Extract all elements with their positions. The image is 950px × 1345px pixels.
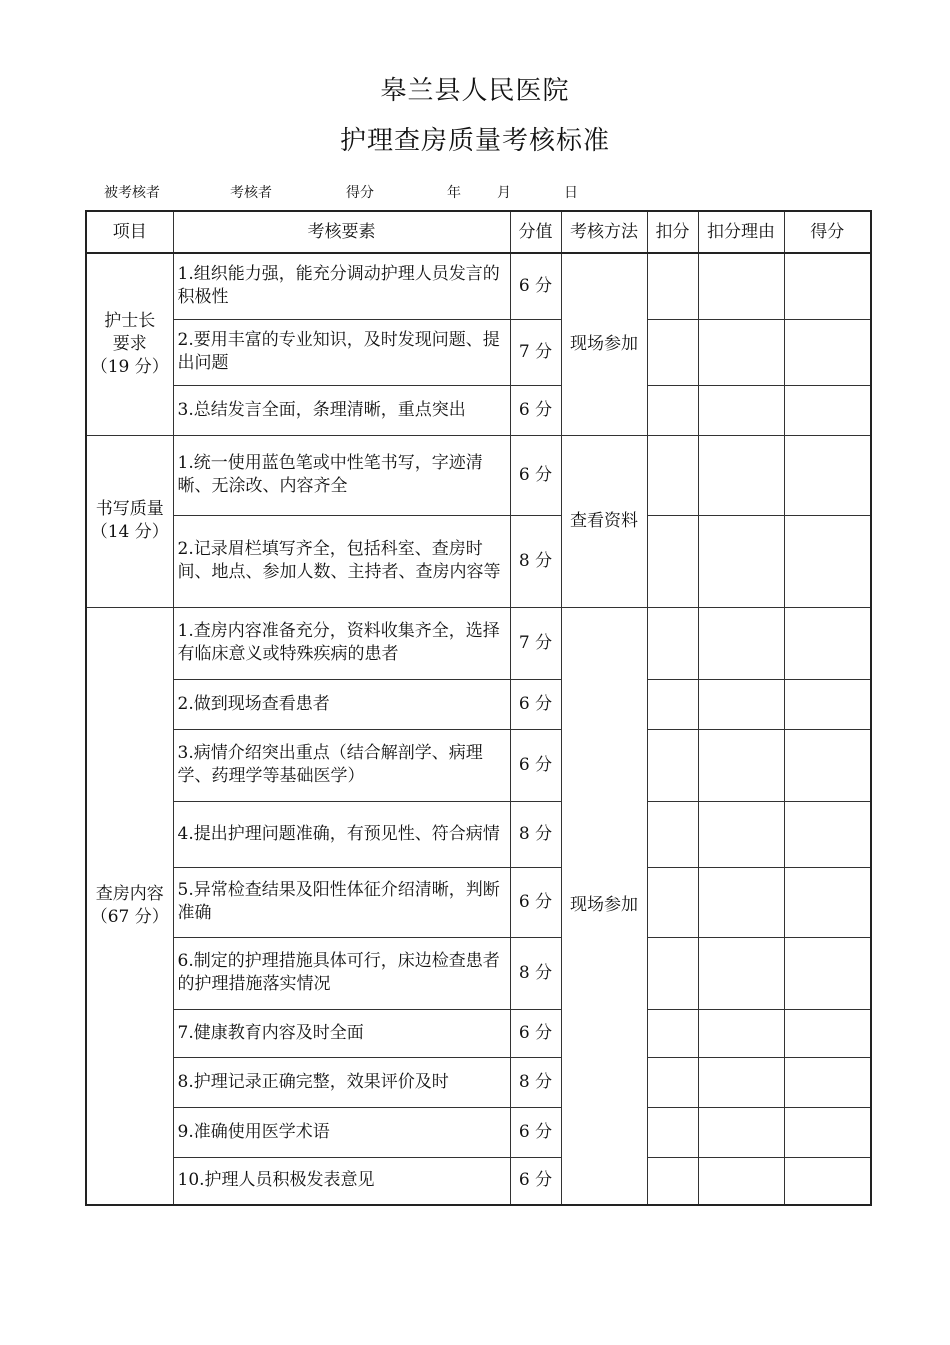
obtained-score-cell[interactable] (784, 729, 871, 801)
obtained-score-cell[interactable] (784, 1157, 871, 1205)
document-title: 护理查房质量考核标准 (339, 126, 610, 156)
requirement-text: 1.组织能力强，能充分调动护理人员发言的积极性 (173, 253, 510, 319)
score-value: 8 分 (510, 1057, 561, 1107)
table-row (86, 1157, 871, 1205)
requirement-text: 2.记录眉栏填写齐全，包括科室、查房时间、地点、参加人数、主持者、查房内容等 (173, 515, 510, 607)
deduction-cell[interactable] (647, 1107, 698, 1157)
table-row (86, 319, 871, 385)
deduction-reason-cell[interactable] (698, 253, 784, 319)
deduction-cell[interactable] (647, 867, 698, 937)
col-header-deduction: 扣分 (647, 211, 698, 253)
deduction-reason-cell[interactable] (698, 435, 784, 515)
group-name-rounds-content: 查房内容 （67 分） (86, 607, 173, 1205)
deduction-reason-cell[interactable] (698, 679, 784, 729)
examiner-label: 考核者 (230, 185, 272, 201)
deduction-cell[interactable] (647, 253, 698, 319)
obtained-score-cell[interactable] (784, 801, 871, 867)
col-header-requirement: 考核要素 (173, 211, 510, 253)
table-row (86, 937, 871, 1009)
form-meta-line (104, 182, 804, 204)
obtained-score-cell[interactable] (784, 515, 871, 607)
requirement-text: 10.护理人员积极发表意见 (173, 1157, 510, 1205)
table-row (86, 385, 871, 435)
deduction-reason-cell[interactable] (698, 729, 784, 801)
col-header-item: 项目 (86, 211, 173, 253)
requirement-text: 8.护理记录正确完整，效果评价及时 (173, 1057, 510, 1107)
method-cell: 现场参加 (561, 607, 647, 1205)
score-value: 6 分 (510, 679, 561, 729)
obtained-score-cell[interactable] (784, 319, 871, 385)
deduction-cell[interactable] (647, 1057, 698, 1107)
score-value: 8 分 (510, 515, 561, 607)
score-value: 7 分 (510, 607, 561, 679)
deduction-reason-cell[interactable] (698, 515, 784, 607)
requirement-text: 1.统一使用蓝色笔或中性笔书写，字迹清晰、无涂改、内容齐全 (173, 435, 510, 515)
day-label: 日 (564, 185, 578, 201)
method-cell: 现场参加 (561, 253, 647, 435)
deduction-reason-cell[interactable] (698, 1107, 784, 1157)
obtained-score-cell[interactable] (784, 1057, 871, 1107)
obtained-score-cell[interactable] (784, 1107, 871, 1157)
requirement-text: 2.做到现场查看患者 (173, 679, 510, 729)
method-cell: 查看资料 (561, 435, 647, 607)
deduction-cell[interactable] (647, 729, 698, 801)
score-label: 得分 (346, 185, 374, 201)
score-value: 6 分 (510, 253, 561, 319)
requirement-text: 3.总结发言全面，条理清晰，重点突出 (173, 385, 510, 435)
obtained-score-cell[interactable] (784, 607, 871, 679)
obtained-score-cell[interactable] (784, 867, 871, 937)
requirement-text: 5.异常检查结果及阳性体征介绍清晰，判断准确 (173, 867, 510, 937)
table-row (86, 607, 871, 679)
deduction-cell[interactable] (647, 937, 698, 1009)
deduction-reason-cell[interactable] (698, 385, 784, 435)
examinee-label: 被考核者 (104, 185, 160, 201)
deduction-reason-cell[interactable] (698, 607, 784, 679)
table-row (86, 801, 871, 867)
deduction-reason-cell[interactable] (698, 1057, 784, 1107)
score-value: 8 分 (510, 801, 561, 867)
deduction-cell[interactable] (647, 679, 698, 729)
table-row (86, 515, 871, 607)
table-row (86, 1009, 871, 1057)
year-label: 年 (447, 185, 461, 201)
deduction-cell[interactable] (647, 607, 698, 679)
score-value: 8 分 (510, 937, 561, 1009)
deduction-cell[interactable] (647, 385, 698, 435)
table-row (86, 1107, 871, 1157)
group-name-head-nurse: 护士长 要求 （19 分） (86, 253, 173, 435)
requirement-text: 6.制定的护理措施具体可行，床边检查患者的护理措施落实情况 (173, 937, 510, 1009)
score-value: 6 分 (510, 867, 561, 937)
obtained-score-cell[interactable] (784, 435, 871, 515)
table-header-row (86, 211, 871, 253)
group-name-writing-quality: 书写质量 （14 分） (86, 435, 173, 607)
deduction-cell[interactable] (647, 435, 698, 515)
col-header-deduction-reason: 扣分理由 (698, 211, 784, 253)
obtained-score-cell[interactable] (784, 937, 871, 1009)
requirement-text: 7.健康教育内容及时全面 (173, 1009, 510, 1057)
table-row (86, 867, 871, 937)
requirement-text: 1.查房内容准备充分，资料收集齐全，选择有临床意义或特殊疾病的患者 (173, 607, 510, 679)
deduction-cell[interactable] (647, 319, 698, 385)
obtained-score-cell[interactable] (784, 253, 871, 319)
col-header-obtained: 得分 (784, 211, 871, 253)
score-value: 6 分 (510, 435, 561, 515)
col-header-score-value: 分值 (510, 211, 561, 253)
deduction-reason-cell[interactable] (698, 319, 784, 385)
score-value: 6 分 (510, 1157, 561, 1205)
deduction-cell[interactable] (647, 801, 698, 867)
deduction-cell[interactable] (647, 1157, 698, 1205)
obtained-score-cell[interactable] (784, 385, 871, 435)
table-row (86, 729, 871, 801)
score-value: 6 分 (510, 385, 561, 435)
table-row (86, 1057, 871, 1107)
score-value: 6 分 (510, 1107, 561, 1157)
table-row (86, 679, 871, 729)
col-header-method: 考核方法 (561, 211, 647, 253)
obtained-score-cell[interactable] (784, 1009, 871, 1057)
requirement-text: 3.病情介绍突出重点（结合解剖学、病理学、药理学等基础医学） (173, 729, 510, 801)
score-value: 6 分 (510, 729, 561, 801)
table-row (86, 435, 871, 515)
score-value: 6 分 (510, 1009, 561, 1057)
table-row (86, 253, 871, 319)
deduction-reason-cell[interactable] (698, 1157, 784, 1205)
month-label: 月 (497, 185, 511, 201)
obtained-score-cell[interactable] (784, 679, 871, 729)
hospital-name: 皋兰县人民医院 (380, 76, 570, 106)
requirement-text: 4.提出护理问题准确，有预见性、符合病情 (173, 801, 510, 867)
requirement-text: 9.准确使用医学术语 (173, 1107, 510, 1157)
deduction-reason-cell[interactable] (698, 937, 784, 1009)
score-value: 7 分 (510, 319, 561, 385)
requirement-text: 2.要用丰富的专业知识，及时发现问题、提出问题 (173, 319, 510, 385)
deduction-cell[interactable] (647, 515, 698, 607)
deduction-reason-cell[interactable] (698, 867, 784, 937)
deduction-cell[interactable] (647, 1009, 698, 1057)
deduction-reason-cell[interactable] (698, 1009, 784, 1057)
deduction-reason-cell[interactable] (698, 801, 784, 867)
assessment-table (85, 210, 872, 1206)
